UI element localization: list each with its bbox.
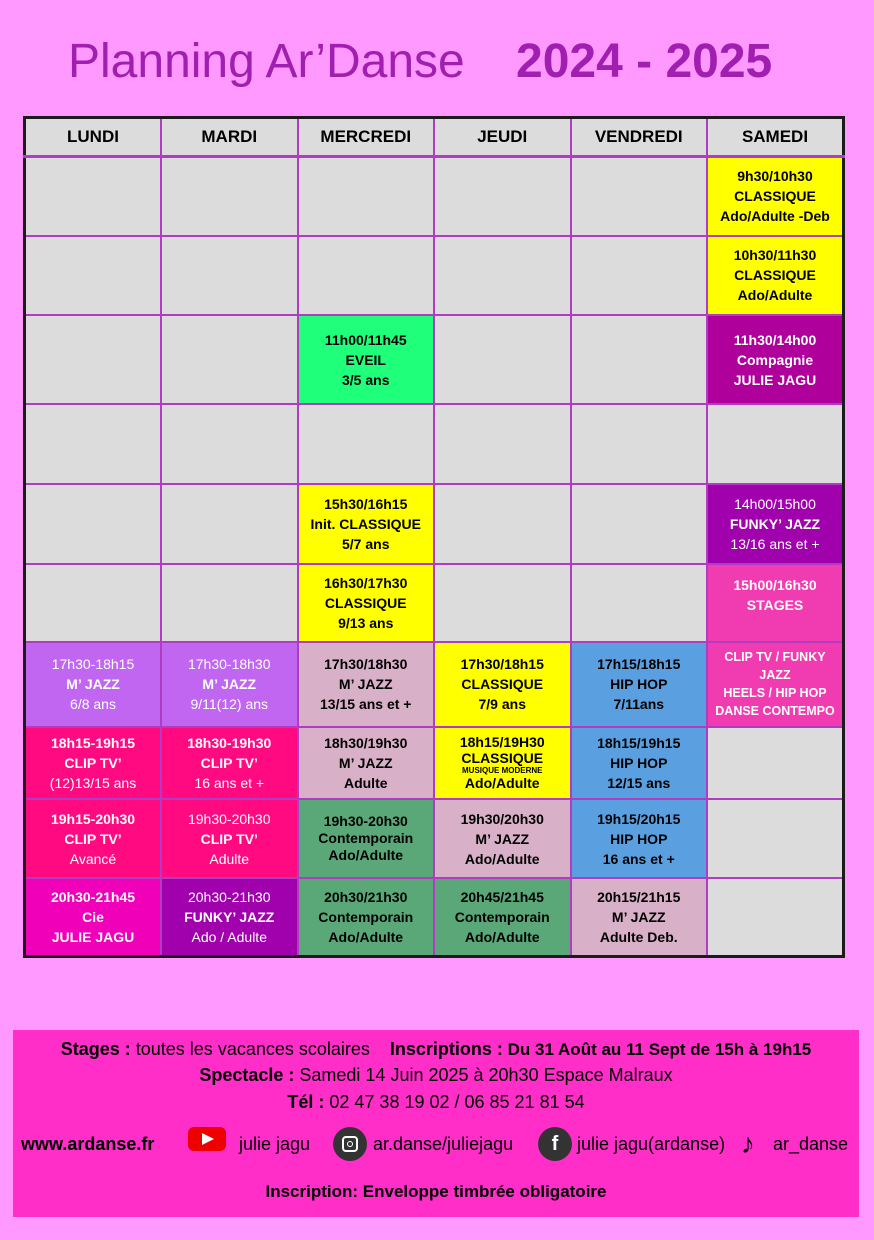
youtube-icon[interactable] bbox=[188, 1127, 226, 1151]
class-cell bbox=[707, 642, 844, 727]
class-time: 18h30/19h30 bbox=[324, 734, 408, 751]
table-row bbox=[25, 236, 844, 315]
class-cell bbox=[434, 727, 571, 799]
table-row bbox=[25, 878, 844, 956]
class-level: Adulte Deb. bbox=[599, 929, 678, 946]
class-level: 16 ans et + bbox=[602, 850, 675, 867]
tiktok-icon[interactable]: ♪ bbox=[741, 1128, 755, 1159]
table-row bbox=[25, 315, 844, 404]
empty-cell bbox=[707, 727, 844, 799]
class-time: 17h30/18h30 bbox=[324, 656, 408, 673]
class-cell bbox=[25, 799, 162, 878]
class-cell bbox=[571, 799, 708, 878]
class-time: 20h30-21h45 bbox=[50, 889, 136, 906]
class-cell bbox=[434, 799, 571, 878]
class-cell bbox=[707, 315, 844, 404]
empty-cell bbox=[161, 564, 298, 642]
info-footer bbox=[13, 1030, 859, 1217]
empty-cell bbox=[571, 157, 708, 236]
class-style: M’ JAZZ bbox=[611, 909, 666, 926]
class-style: M’ JAZZ bbox=[338, 676, 393, 693]
class-level: (12)13/15 ans bbox=[49, 774, 137, 791]
class-cell bbox=[707, 236, 844, 315]
class-level: 7/11ans bbox=[613, 696, 665, 713]
class-level: 9/11(12) ans bbox=[190, 696, 269, 713]
class-cell bbox=[25, 727, 162, 799]
class-time: 20h30/21h30 bbox=[324, 889, 408, 906]
class-style: CLIP TV’ bbox=[64, 754, 122, 771]
class-cell bbox=[161, 727, 298, 799]
empty-cell bbox=[571, 484, 708, 563]
class-time: 17h15/18h15 bbox=[597, 656, 681, 673]
class-cell bbox=[25, 642, 162, 727]
class-cell bbox=[161, 878, 298, 956]
class-style: M’ JAZZ bbox=[202, 676, 257, 693]
class-level: 7/9 ans bbox=[478, 696, 526, 713]
class-style: FUNKY’ JAZZ bbox=[184, 909, 275, 926]
class-time: 17h30-18h30 bbox=[187, 656, 271, 673]
title-name: Planning Ar’Danse bbox=[68, 35, 465, 88]
class-time: 20h30-21h30 bbox=[187, 889, 271, 906]
empty-cell bbox=[434, 315, 571, 404]
phone-line bbox=[13, 1092, 859, 1113]
empty-cell bbox=[25, 404, 162, 484]
class-style: Contemporain bbox=[318, 830, 414, 847]
class-level: Ado/Adulte bbox=[464, 775, 540, 792]
class-time: 20h15/21h15 bbox=[597, 889, 681, 906]
class-level: Adulte bbox=[209, 850, 250, 867]
empty-cell bbox=[25, 484, 162, 563]
class-level: Ado/Adulte bbox=[328, 847, 404, 864]
empty-cell bbox=[434, 236, 571, 315]
empty-cell bbox=[161, 484, 298, 563]
class-cell bbox=[298, 315, 435, 404]
empty-cell bbox=[161, 236, 298, 315]
table-row bbox=[25, 799, 844, 878]
class-cell bbox=[571, 727, 708, 799]
inscriptions-text: Du 31 Août au 11 Sept de 15h à 19h15 bbox=[502, 1040, 812, 1059]
class-style: HIP HOP bbox=[610, 676, 668, 693]
class-time: 17h30-18h15 bbox=[51, 656, 135, 673]
class-time: 16h30/17h30 bbox=[324, 574, 408, 591]
tiktok-link[interactable]: ar_danse bbox=[773, 1134, 849, 1154]
class-cell bbox=[707, 157, 844, 236]
class-level: 16 ans et + bbox=[194, 774, 265, 791]
empty-cell bbox=[707, 799, 844, 878]
class-cell bbox=[434, 878, 571, 956]
envelope-note bbox=[13, 1182, 859, 1202]
class-level: 12/15 ans bbox=[607, 774, 671, 791]
class-level: 13/15 ans et + bbox=[320, 696, 412, 713]
stages-label: Stages : bbox=[60, 1039, 131, 1059]
day-header-lundi: LUNDI bbox=[25, 118, 162, 157]
day-header-vendredi: VENDREDI bbox=[571, 118, 708, 157]
empty-cell bbox=[434, 157, 571, 236]
class-level: Ado/Adulte bbox=[464, 929, 540, 946]
class-style: EVEIL bbox=[345, 351, 386, 368]
class-level: 9/13 ans bbox=[338, 614, 394, 631]
class-time: 11h30/14h00 bbox=[733, 331, 817, 348]
class-time: 18h30-19h30 bbox=[187, 734, 272, 751]
class-style: M’ JAZZ bbox=[66, 676, 120, 693]
empty-cell bbox=[571, 564, 708, 642]
stage-style: HEELS / HIP HOP bbox=[723, 686, 827, 701]
class-style: HIP HOP bbox=[610, 754, 668, 771]
class-cell bbox=[434, 642, 571, 727]
class-time: 19h15/20h15 bbox=[597, 810, 681, 827]
class-level: Avancé bbox=[69, 850, 117, 867]
class-time: 9h30/10h30 bbox=[737, 168, 813, 185]
class-cell bbox=[298, 642, 435, 727]
empty-cell bbox=[571, 315, 708, 404]
empty-cell bbox=[571, 236, 708, 315]
table-row bbox=[25, 484, 844, 563]
class-level: 3/5 ans bbox=[342, 371, 390, 388]
class-cell bbox=[25, 878, 162, 956]
class-time: 15h00/16h30 bbox=[733, 576, 817, 593]
class-level: Ado / Adulte bbox=[191, 929, 267, 946]
class-time: 17h30/18h15 bbox=[460, 656, 544, 673]
title-years: 2024 - 2025 bbox=[516, 35, 773, 88]
class-cell bbox=[298, 564, 435, 642]
class-time: 19h30-20h30 bbox=[187, 810, 271, 827]
class-style: CLIP TV’ bbox=[200, 754, 258, 771]
class-style: CLASSIQUE bbox=[734, 267, 816, 284]
class-style: FUNKY’ JAZZ bbox=[729, 515, 821, 532]
spectacle-line bbox=[13, 1065, 859, 1086]
class-style: CLASSIQUE bbox=[734, 188, 816, 205]
class-time: 14h00/15h00 bbox=[734, 495, 816, 512]
header-row bbox=[25, 118, 844, 157]
empty-cell bbox=[25, 236, 162, 315]
empty-cell bbox=[298, 236, 435, 315]
day-header-mercredi: MERCREDI bbox=[298, 118, 435, 157]
schedule-table bbox=[23, 116, 845, 958]
class-time: 19h30/20h30 bbox=[460, 810, 544, 827]
table-row bbox=[25, 157, 844, 236]
class-level: Ado/Adulte bbox=[328, 929, 404, 946]
class-style: Contemporain bbox=[454, 909, 550, 926]
class-cell bbox=[298, 484, 435, 563]
empty-cell bbox=[434, 564, 571, 642]
spectacle-label: Spectacle : bbox=[199, 1065, 295, 1085]
class-style: Contemporain bbox=[318, 909, 414, 926]
class-style: CLIP TV’ bbox=[64, 830, 122, 847]
class-cell bbox=[707, 484, 844, 563]
stages-text: toutes les vacances scolaires bbox=[130, 1039, 370, 1059]
phone-text: 02 47 38 19 02 / 06 85 21 81 54 bbox=[324, 1092, 585, 1112]
class-level: JULIE JAGU bbox=[51, 929, 135, 946]
empty-cell bbox=[298, 404, 435, 484]
inscriptions-label: Inscriptions : bbox=[389, 1039, 503, 1059]
class-time: 18h15/19h15 bbox=[597, 734, 681, 751]
day-header-samedi: SAMEDI bbox=[707, 118, 844, 157]
class-style: CLASSIQUE bbox=[324, 594, 407, 611]
class-style: CLASSIQUE bbox=[461, 750, 544, 767]
class-subtitle: MUSIQUE MODERNE bbox=[462, 766, 543, 776]
class-level: 13/16 ans et + bbox=[730, 535, 820, 552]
table-row bbox=[25, 727, 844, 799]
class-cell bbox=[298, 878, 435, 956]
class-style: Cie bbox=[82, 909, 104, 926]
facebook-icon[interactable]: f bbox=[538, 1127, 572, 1161]
class-cell bbox=[161, 642, 298, 727]
class-style: Compagnie bbox=[736, 351, 814, 368]
empty-cell bbox=[707, 878, 844, 956]
class-level: Adulte bbox=[343, 774, 388, 791]
page-title bbox=[68, 30, 773, 94]
class-cell bbox=[707, 564, 844, 642]
class-style: M’ JAZZ bbox=[338, 754, 393, 771]
class-level: 6/8 ans bbox=[70, 696, 116, 713]
class-level: JULIE JAGU bbox=[733, 371, 817, 388]
stage-style: CLIP TV / FUNKY JAZZ bbox=[724, 650, 826, 683]
envelope-text: Inscription: Enveloppe timbrée obligatoire bbox=[265, 1182, 607, 1201]
class-time: 11h00/11h45 bbox=[324, 331, 407, 348]
stage-style: DANSE CONTEMPO bbox=[715, 704, 835, 719]
phone-label: Tél : bbox=[287, 1092, 325, 1112]
class-time: 10h30/11h30 bbox=[733, 247, 817, 264]
class-time: 20h45/21h45 bbox=[460, 889, 544, 906]
class-time: 18h15-19h15 bbox=[50, 734, 136, 751]
class-time: 19h15-20h30 bbox=[50, 810, 136, 827]
empty-cell bbox=[25, 564, 162, 642]
empty-cell bbox=[25, 157, 162, 236]
facebook-link[interactable]: julie jagu(ardanse) bbox=[577, 1134, 726, 1154]
empty-cell bbox=[161, 315, 298, 404]
class-level: Ado/Adulte bbox=[737, 287, 813, 304]
class-time: 15h30/16h15 bbox=[324, 495, 408, 512]
class-level: Ado/Adulte -Deb bbox=[720, 208, 830, 225]
class-style: HIP HOP bbox=[610, 830, 668, 847]
class-cell bbox=[571, 642, 708, 727]
class-style: STAGES bbox=[746, 596, 804, 613]
class-style: M’ JAZZ bbox=[475, 830, 530, 847]
empty-cell bbox=[571, 404, 708, 484]
class-style: CLIP TV’ bbox=[200, 830, 258, 847]
instagram-icon[interactable] bbox=[333, 1127, 367, 1161]
class-level: 5/7 ans bbox=[342, 535, 390, 552]
table-row bbox=[25, 564, 844, 642]
empty-cell bbox=[161, 404, 298, 484]
day-header-jeudi: JEUDI bbox=[434, 118, 571, 157]
class-time: 19h30-20h30 bbox=[323, 813, 408, 830]
empty-cell bbox=[434, 404, 571, 484]
class-style: CLASSIQUE bbox=[461, 676, 544, 693]
class-cell bbox=[298, 727, 435, 799]
class-time: 18h15/19H30 bbox=[459, 734, 545, 751]
table-row bbox=[25, 404, 844, 484]
class-cell bbox=[161, 799, 298, 878]
day-header-mardi: MARDI bbox=[161, 118, 298, 157]
class-level: Ado/Adulte bbox=[464, 850, 540, 867]
class-cell bbox=[298, 799, 435, 878]
empty-cell bbox=[707, 404, 844, 484]
empty-cell bbox=[25, 315, 162, 404]
youtube-link[interactable]: julie jagu bbox=[239, 1134, 311, 1154]
table-row bbox=[25, 642, 844, 727]
stages-line bbox=[13, 1039, 859, 1060]
class-style: Init. CLASSIQUE bbox=[310, 515, 421, 532]
website-link[interactable]: www.ardanse.fr bbox=[21, 1134, 155, 1154]
class-cell bbox=[571, 878, 708, 956]
empty-cell bbox=[161, 157, 298, 236]
spectacle-text: Samedi 14 Juin 2025 à 20h30 Espace Malraux bbox=[294, 1065, 673, 1085]
empty-cell bbox=[298, 157, 435, 236]
instagram-link[interactable]: ar.danse/juliejagu bbox=[373, 1134, 514, 1154]
empty-cell bbox=[434, 484, 571, 563]
